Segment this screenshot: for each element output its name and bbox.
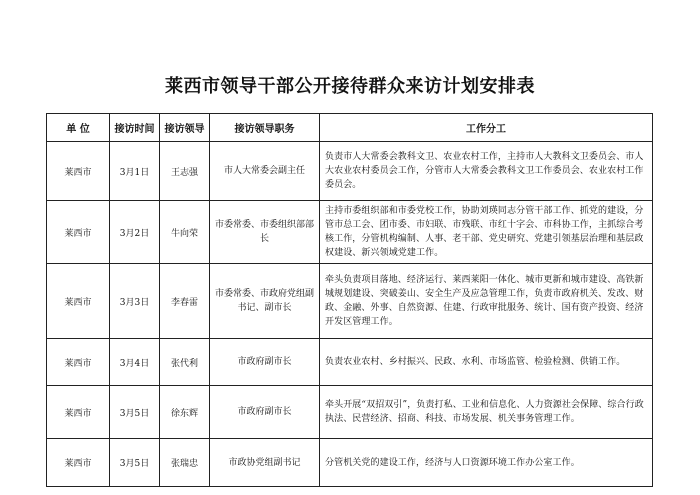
table-header-row <box>47 114 653 142</box>
cell-date: 3月5日 <box>110 386 160 439</box>
cell-position: 市政府副市长 <box>210 339 320 386</box>
cell-date: 3月4日 <box>110 339 160 386</box>
cell-leader: 张代利 <box>160 339 210 386</box>
header-duties: 工作分工 <box>320 114 653 142</box>
cell-duties: 牵头负责项目落地、经济运行、莱西莱阳一体化、城市更新和城市建设、高铁新城规划建设、突破姜山、安全生产及应急管理工作，负责市政府机关、发改、财政、金融、外事、自然资源、住建、行政审批服务、统计、国有资产投资、经济开发区管理工作。 <box>320 264 653 339</box>
cell-duties: 分管机关党的建设工作，经济与人口资源环境工作办公室工作。 <box>320 439 653 487</box>
cell-unit: 莱西市 <box>47 142 110 201</box>
cell-unit: 莱西市 <box>47 439 110 487</box>
table-row <box>47 264 653 339</box>
table-row <box>47 439 653 487</box>
header-unit: 单 位 <box>47 114 110 142</box>
cell-leader: 李春雷 <box>160 264 210 339</box>
cell-position: 市委常委、市政府党组副书记、副市长 <box>210 264 320 339</box>
cell-date: 3月2日 <box>110 201 160 264</box>
cell-position: 市人大常委会副主任 <box>210 142 320 201</box>
cell-position: 市委常委、市委组织部部长 <box>210 201 320 264</box>
table-row <box>47 339 653 386</box>
cell-unit: 莱西市 <box>47 201 110 264</box>
header-leader: 接访领导 <box>160 114 210 142</box>
cell-leader: 张瑞忠 <box>160 439 210 487</box>
cell-unit: 莱西市 <box>47 264 110 339</box>
cell-leader: 徐东辉 <box>160 386 210 439</box>
table-row <box>47 142 653 201</box>
cell-unit: 莱西市 <box>47 339 110 386</box>
page-title: 莱西市领导干部公开接待群众来访计划安排表 <box>165 76 535 97</box>
cell-date: 3月3日 <box>110 264 160 339</box>
cell-duties: 负责农业农村、乡村振兴、民政、水利、市场监管、检验检测、供销工作。 <box>320 339 653 386</box>
table-row <box>47 386 653 439</box>
cell-leader: 王志强 <box>160 142 210 201</box>
header-date: 接访时间 <box>110 114 160 142</box>
cell-date: 3月5日 <box>110 439 160 487</box>
cell-position: 市政协党组副书记 <box>210 439 320 487</box>
cell-leader: 牛向荣 <box>160 201 210 264</box>
cell-duties: 负责市人大常委会教科文卫、农业农村工作，主持市人大教科文卫委员会、市人大农业农村委员会工作，分管市人大常委会教科文卫工作委员会、农业农村工作委员会。 <box>320 142 653 201</box>
cell-date: 3月1日 <box>110 142 160 201</box>
cell-unit: 莱西市 <box>47 386 110 439</box>
visit-schedule-table <box>46 113 653 487</box>
header-position: 接访领导职务 <box>210 114 320 142</box>
table-row <box>47 201 653 264</box>
cell-position: 市政府副市长 <box>210 386 320 439</box>
cell-duties: 主持市委组织部和市委党校工作，协助刘瑛同志分管干部工作、抓党的建设，分管市总工会、团市委、市妇联、市残联、市红十字会、市科协工作，主抓综合考核工作，分管机构编制、人事、老干部、党史研究、党建引领基层治理和基层政权建设、新兴领域党建工作。 <box>320 201 653 264</box>
cell-duties: 牵头开展“双招双引”，负责打私、工业和信息化、人力资源社会保障、综合行政执法、民营经济、招商、科技、市场发展、机关事务管理工作。 <box>320 386 653 439</box>
